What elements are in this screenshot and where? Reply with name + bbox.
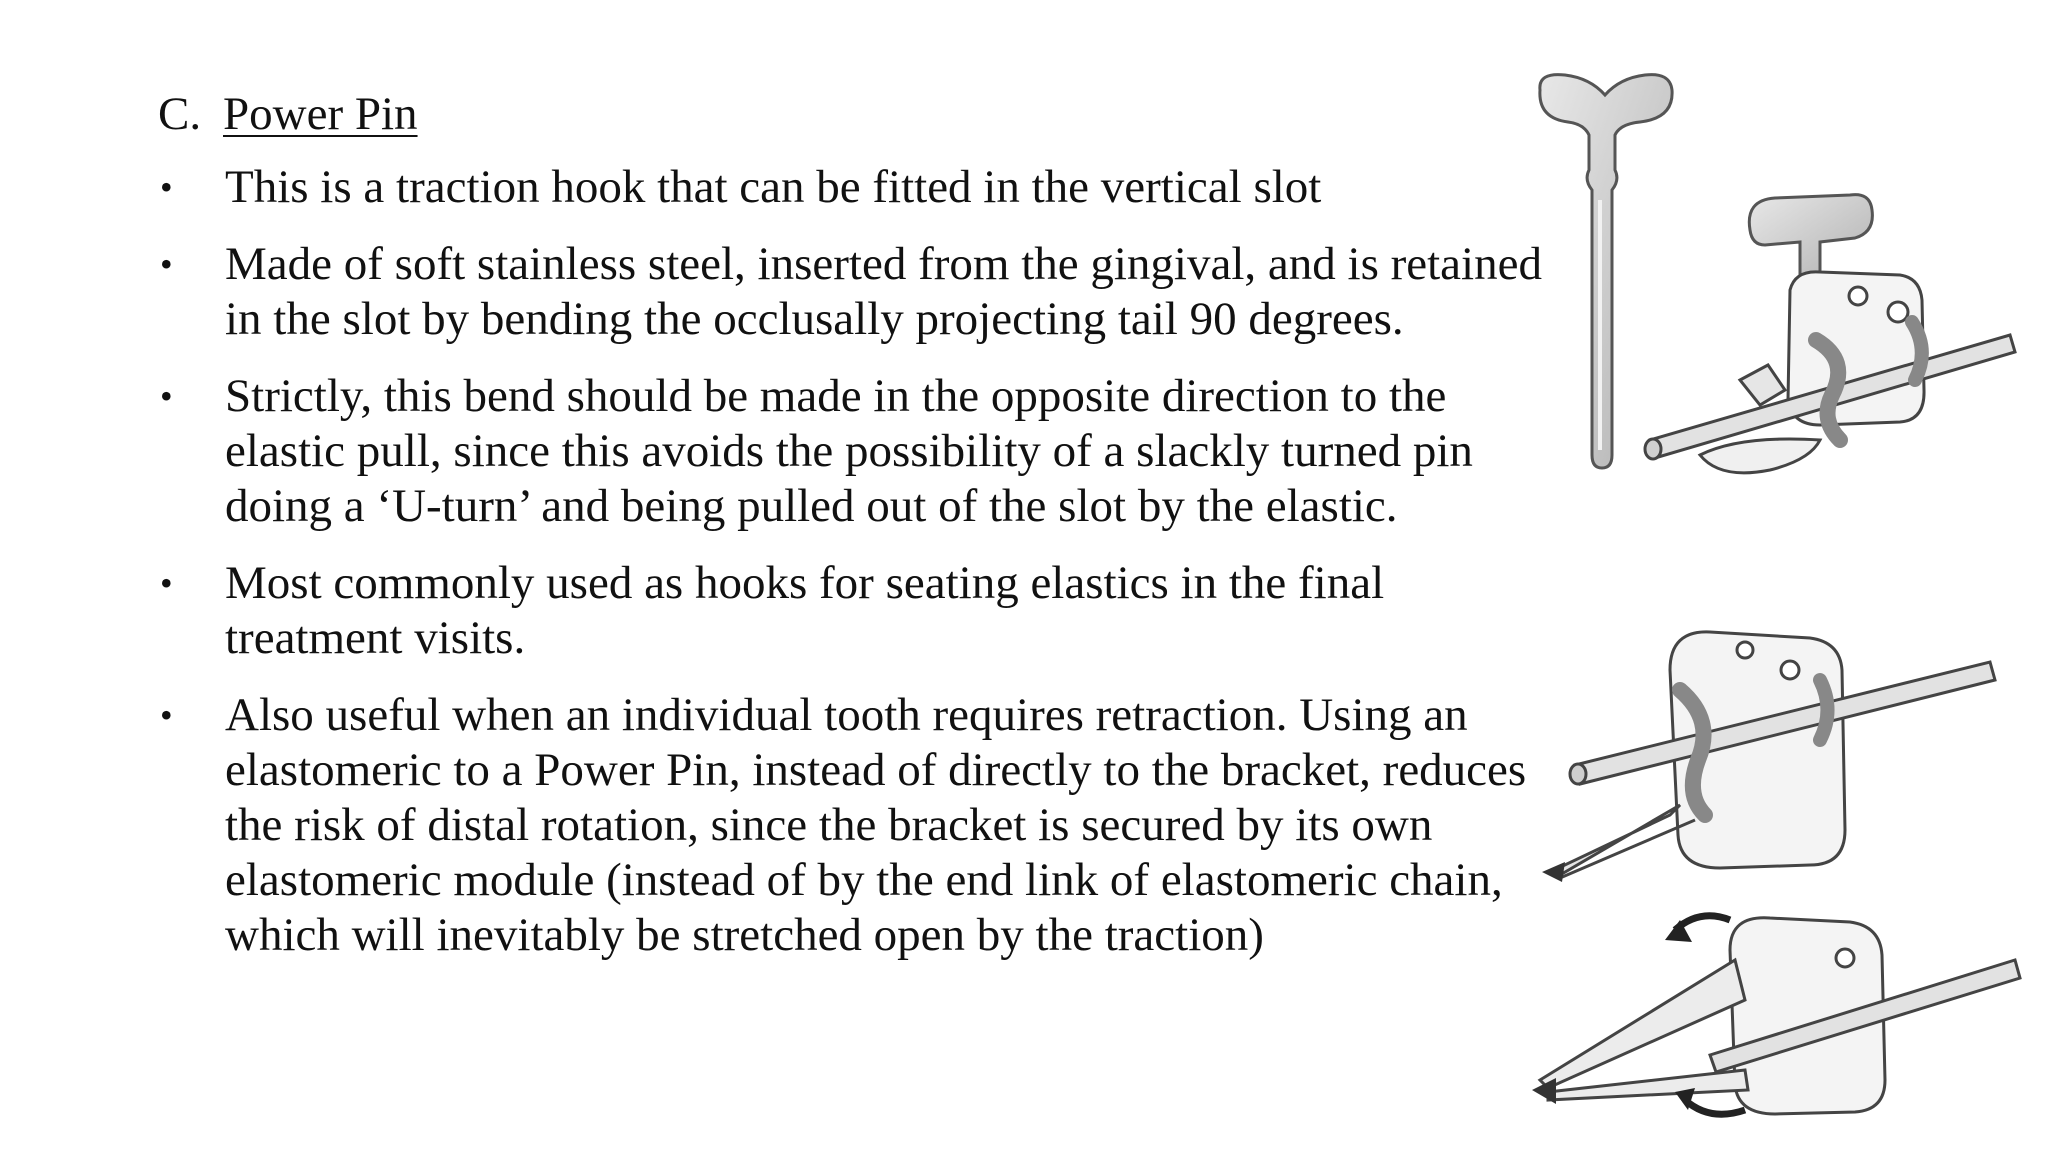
section-heading (158, 84, 1558, 144)
text-content (158, 84, 1558, 985)
bullet-text: Made of soft stainless steel, inserted from the gingival, and is retained in the slot by bending the occlusally projecting tail 90 degrees. (225, 238, 1542, 345)
bullet-item (158, 237, 1558, 347)
bullet-item (158, 369, 1558, 534)
section-title: Power Pin (223, 88, 418, 140)
bracket-rotation-diagram (1532, 916, 2020, 1114)
bullet-icon: • (160, 167, 173, 207)
bracket-with-elastic-hook (1542, 632, 1995, 882)
bullet-item (158, 688, 1558, 963)
bullet-text: Also useful when an individual tooth requires retraction. Using an elastomeric to a Power Pin, instead of directly to the bracket, reduces the risk of distal rotation, since the bracket is secured by its own elastomeric module (instead of by the end link of elastomeric chain, which will inevitably be stretched open by the traction) (225, 689, 1527, 961)
section-letter: C. (158, 88, 202, 140)
bullet-text: This is a traction hook that can be fitted in the vertical slot (225, 161, 1322, 213)
bracket-hook-illustration (1520, 610, 2040, 900)
power-pin-illustration (1520, 60, 2040, 510)
bullet-item (158, 556, 1558, 666)
power-pin-icon (1540, 75, 1672, 468)
bracket-with-power-pin (1645, 195, 2015, 473)
bullet-icon: • (160, 695, 173, 735)
bullet-icon: • (160, 376, 173, 416)
bullet-icon: • (160, 563, 173, 603)
bullet-text: Most commonly used as hooks for seating elastics in the final treatment visits. (225, 557, 1385, 664)
bullet-list (158, 160, 1558, 963)
bullet-text: Strictly, this bend should be made in the opposite direction to the elastic pull, since this avoids the possibility of a slackly turned pin doing a ‘U-turn’ and being pulled out of the slot by the elastic. (225, 370, 1473, 532)
rotation-illustration (1520, 900, 2040, 1130)
bullet-icon: • (160, 244, 173, 284)
bullet-item (158, 160, 1558, 215)
